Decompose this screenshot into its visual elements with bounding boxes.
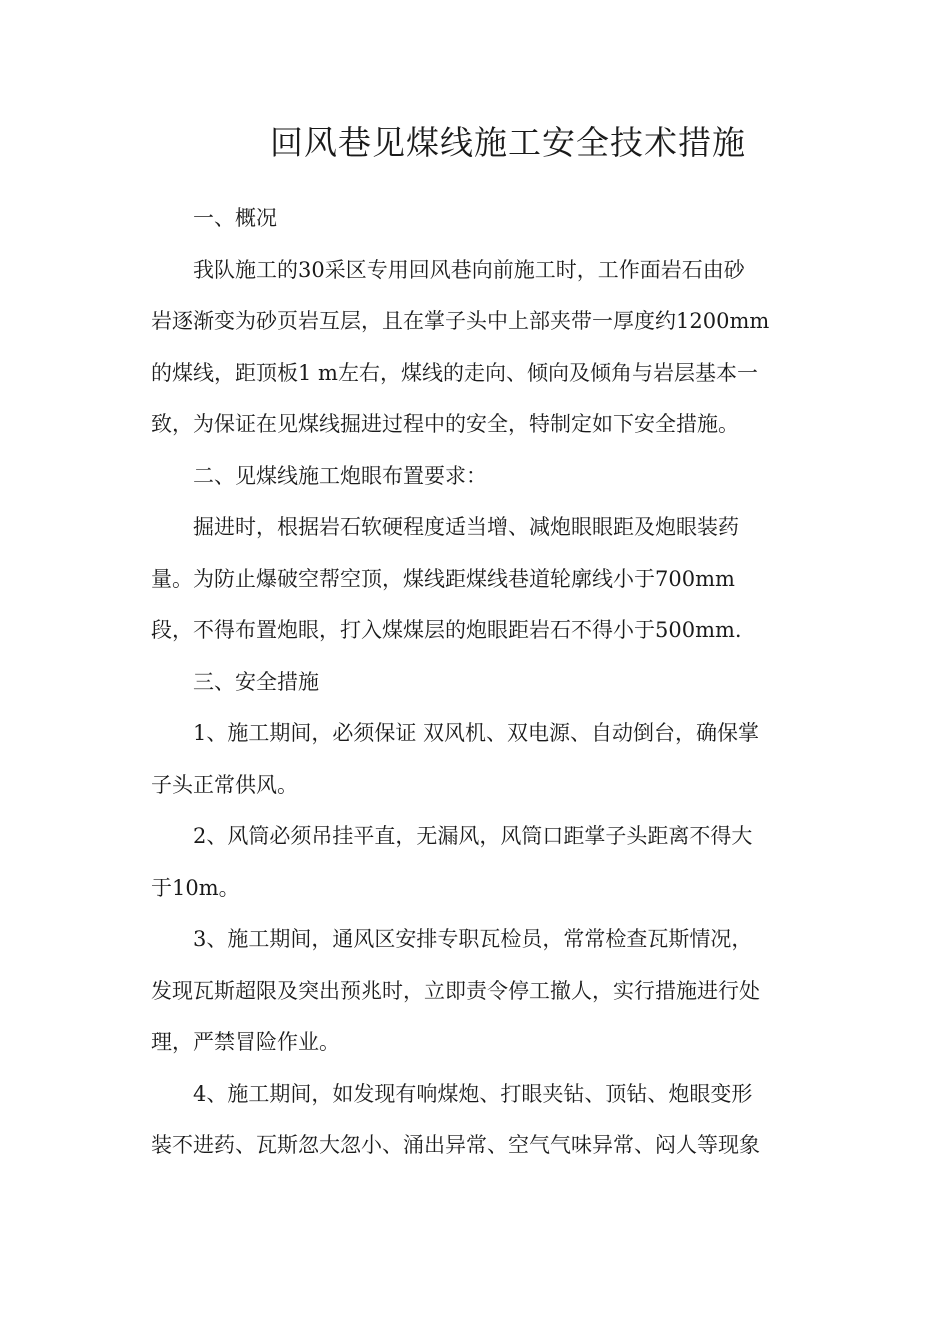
list-item-line: 子头正常供风。 [151,772,298,797]
paragraph-line: 岩逐渐变为砂页岩互层，且在掌子头中上部夹带一厚度约1200mm [151,309,770,333]
document-title: 回风巷见煤线施工安全技术措施 [270,123,746,162]
list-item-line: 装不进药、瓦斯忽大忽小、涌出异常、空气气味异常、闷人等现象 [151,1133,760,1157]
paragraph-line: 量。为防止爆破空帮空顶，煤线距煤线巷道轮廓线小于700mm [151,566,735,591]
section-heading-overview: 一、概况 [193,206,277,230]
list-item-line: 1、施工期间，必须保证 双风机、双电源、自动倒台，确保掌 [193,721,760,745]
list-item-line: 发现瓦斯超限及突出预兆时，立即责令停工撤人，实行措施进行处 [151,978,760,1003]
paragraph-line: 掘进时，根据岩石软硬程度适当增、减炮眼眼距及炮眼装药 [193,515,739,539]
paragraph-line: 致，为保证在见煤线掘进过程中的安全，特制定如下安全措施。 [151,412,739,436]
list-item-line: 于10m。 [151,875,240,900]
paragraph-line: 我队施工的30采区专用回风巷向前施工时，工作面岩石由砂 [193,257,745,282]
section-heading-blasthole: 二、见煤线施工炮眼布置要求： [193,463,487,488]
document-body [151,193,801,1172]
list-item-line: 理，严禁冒险作业。 [151,1030,340,1054]
list-item-line: 2、风筒必须吊挂平直，无漏风，风筒口距掌子头距离不得大 [193,824,753,848]
paragraph-line: 段，不得布置炮眼，打入煤煤层的炮眼距岩石不得小于500mm. [151,618,742,642]
paragraph-line: 的煤线，距顶板1 m左右，煤线的走向、倾向及倾角与岩层基本一 [151,360,758,385]
list-item-line: 4、施工期间，如发现有响煤炮、打眼夹钻、顶钻、炮眼变形 [193,1081,753,1106]
list-item-line: 3、施工期间，通风区安排专职瓦检员，常常检查瓦斯情况， [193,927,753,951]
section-heading-safety: 三、安全措施 [193,669,319,694]
